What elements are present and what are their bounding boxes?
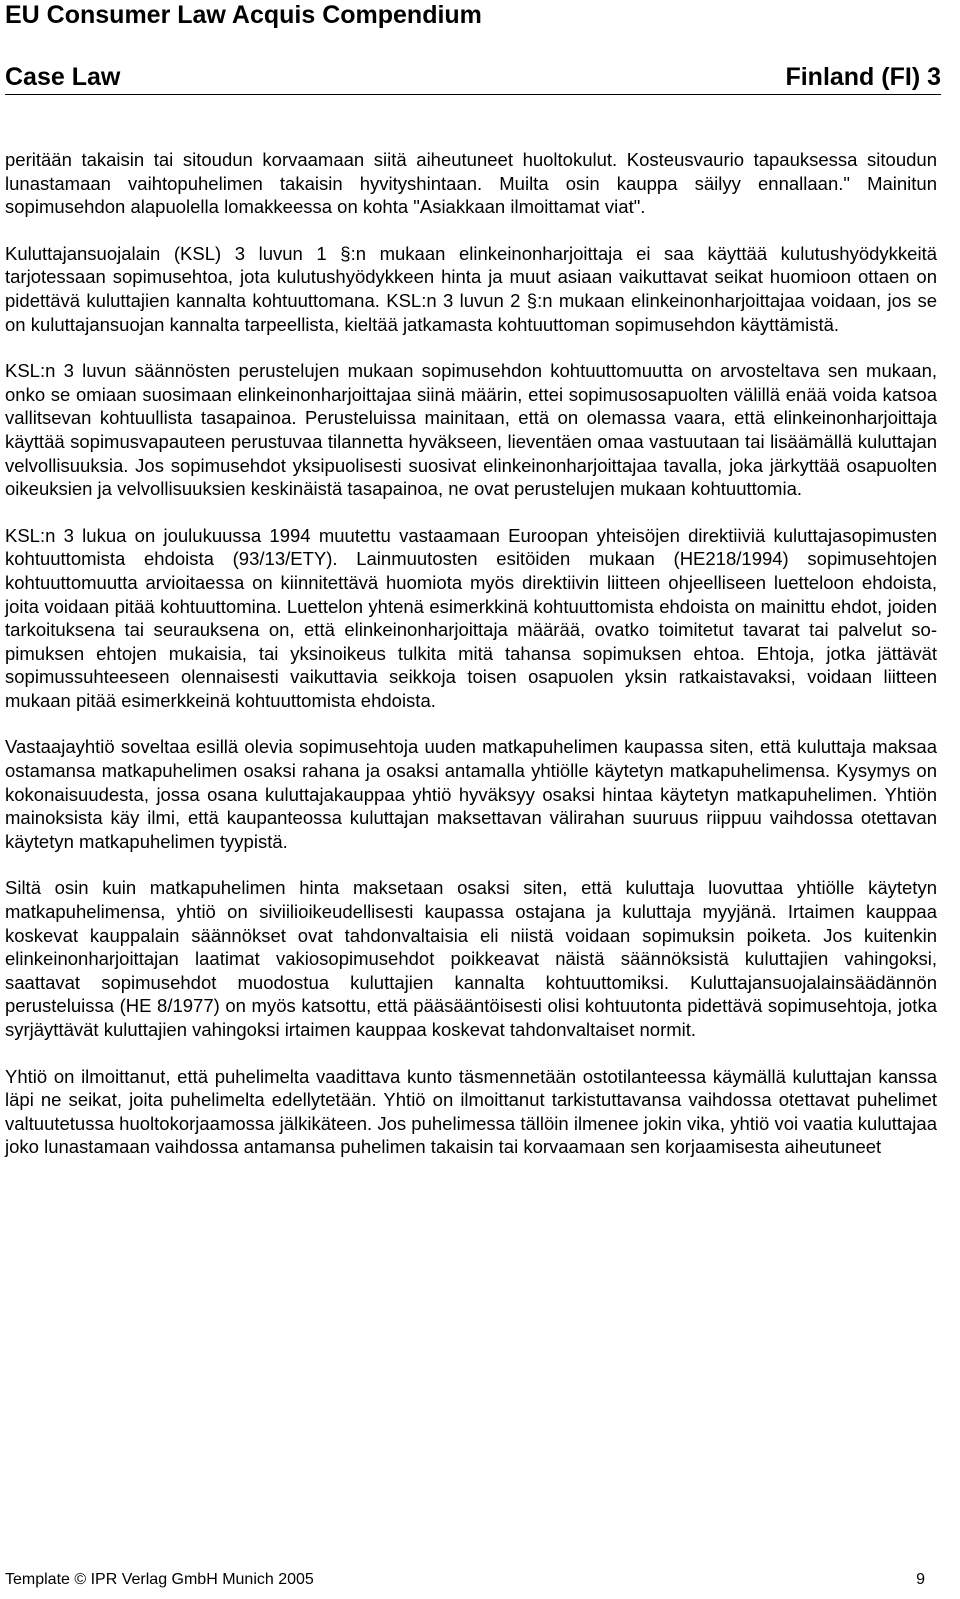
paragraph-7: Yhtiö on ilmoittanut, että puhelimelta vaadittava kunto täsmennetään ostotilanteessa käymällä kuluttajan kanssa läpi ne seikat, joita puhelimelta edellytetään. Yhtiö on ilmoittanut tarkistuttavansa vaihdossa otettavat puhelimet valtuutetussa huoltokorjaamossa jälkikäteen. Jos puhelimessa tällöin ilmenee jokin vika, yhtiö voi vaatia kuluttajaa joko lunastamaan vaihdossa antamansa puhelimen takaisin tai korvaamaan sen korjaamisesta aiheutuneet bbox=[5, 1065, 937, 1158]
section-header bbox=[5, 61, 941, 93]
paragraph-2: Kuluttajansuojalain (KSL) 3 luvun 1 §:n mukaan elinkeinonharjoittaja ei saa käyttää kulutushyödykkeitä tarjotessaan sopimusehtoa, jota kulutushyödykkeen hinta ja muut asiaan vaikuttavat seikat huomioon ottaen on pidettävä kuluttajien kannalta kohtuuttomana. KSL:n 3 luvun 2 §:n mukaan elinkeinonharjoittajaa voidaan, jos se on kuluttajansuojan kannalta tarpeellista, kieltää jatkamasta kohtuuttoman sopimusehdon käyttämistä. bbox=[5, 242, 937, 335]
paragraph-5: Vastaajayhtiö soveltaa esillä olevia sopimusehtoja uuden matkapuhelimen kaupassa siten, että kuluttaja maksaa ostamansa matkapuhelimen osaksi rahana ja osaksi antamalla yhtiölle käytetyn matkapuhelimensa. Kysymys on kokonaisuudesta, jossa osana kuluttajakauppaa yhtiö hyväksyy osaksi hintaa käytetyn matkapuhelimen. Yhtiön mainoksista käy ilmi, että kaupanteossa kuluttajan maksettavan välirahan suuruus riippuu vaihdossa otettavan käytetyn matkapuhelimen tyypistä. bbox=[5, 736, 937, 852]
header-divider bbox=[5, 94, 941, 95]
paragraph-6: Siltä osin kuin matkapuhelimen hinta maksetaan osaksi siten, että kuluttaja luovuttaa yhtiölle käytetyn matkapuhelimensa, yhtiö on siviilioikeudellisesti kaupassa ostajana ja kuluttaja myyjänä. Irtaimen kauppaa koskevat kauppalain säännökset ovat tahdonvaltaisia eli niistä voidaan sopimuksin poiketa. Jos kuitenkin elinkeinonharjoittajan laatimat vakiosopimusehdot poikkeavat näistä säännöksistä kuluttajien vahingoksi, saattavat sopimusehdot muodostua kuluttajien kannalta kohtuuttomiksi. Kuluttajansuojalainsäädännön perusteluissa (HE 8/1977) on myös katsottu, että pääsääntöisesti olisi kohtuutonta pidettävä sopimusehtoja, jotka syrjäyttävät kuluttajien vahingoksi irtaimen kauppaa koskevat tahdonvaltaiset normit. bbox=[5, 877, 937, 1040]
footer-copyright: Template © IPR Verlag GmbH Munich 2005 bbox=[5, 1571, 314, 1588]
paragraph-4: KSL:n 3 lukua on joulukuussa 1994 muutettu vastaamaan Euroopan yhteisöjen direktiiviä kuluttajasopimusten kohtuuttomista ehdoista (93/13/ETY). Lainmuutosten esitöiden mukaan (HE218/1994) sopimusehtojen kohtuuttomuutta arvioitaessa on kiinnitettävä huomiota myös direktiivin liitteen ohjeelliseen luetteloon ehdoista, joita voidaan pitää kohtuuttomina. Luettelon yhtenä esimerkkinä kohtuuttomista ehdoista on mainittu ehdot, joiden tarkoituksena tai seurauksena on, että elinkeinonharjoittaja määrää, ovatko toimitetut tavarat tai palvelut sopimuksen ehtojen mukaisia, tai yksinoikeus tulkita mitä tahansa sopimuksen ehtoa. Ehtoja, jotka jättävät sopimussuhteeseen olennaisesti vaikuttavia seikkoja toisen osapuolen yksin ratkaistavaksi, voidaan liitteen mukaan pitää esimerkkeinä kohtuuttomista ehdoista. bbox=[5, 524, 937, 711]
paragraph-1: peritään takaisin tai sitoudun korvaamaan siitä aiheutuneet huoltokulut. Kosteusvaurio tapauksessa sitoudun lunastamaan vaihtopuhelimen takaisin hyvityshintaan. Muilta osin kauppa säilyy ennallaan." Mainitun sopimusehdon alapuolella lomakkeessa on kohta "Asiakkaan ilmoittamat viat". bbox=[5, 149, 937, 218]
country-label: Finland (FI) 3 bbox=[785, 63, 941, 91]
page-number: 9 bbox=[916, 1571, 925, 1588]
document-title: EU Consumer Law Acquis Compendium bbox=[5, 1, 482, 29]
paragraph-3: KSL:n 3 luvun säännösten perustelujen mukaan sopimusehdon kohtuuttomuutta on arvosteltava sen mukaan, onko se omiaan suosimaan elinkeinonharjoittajaa siinä määrin, ettei sopimusosapuolten välillä enää voida katsoa vallitsevan kohtuullista tasapainoa. Perusteluissa mainitaan, että on olemassa vaara, että elinkeinonharjoittaja käyttää sopimusvapauteen perustuvaa tilannetta hyväkseen, lieventäen omaa vastuutaan tai lisäämällä kuluttajan velvollisuuksia. Jos sopimusehdot yksipuolisesti suosivat elinkeinonharjoittajaa tavalla, joka järkyttää osapuolten oikeuksien ja velvollisuuksien keskinäistä tasapainoa, ne ovat perustelujen mukaan kohtuuttomia. bbox=[5, 360, 937, 500]
document-body bbox=[5, 148, 937, 1182]
section-label: Case Law bbox=[5, 63, 121, 91]
